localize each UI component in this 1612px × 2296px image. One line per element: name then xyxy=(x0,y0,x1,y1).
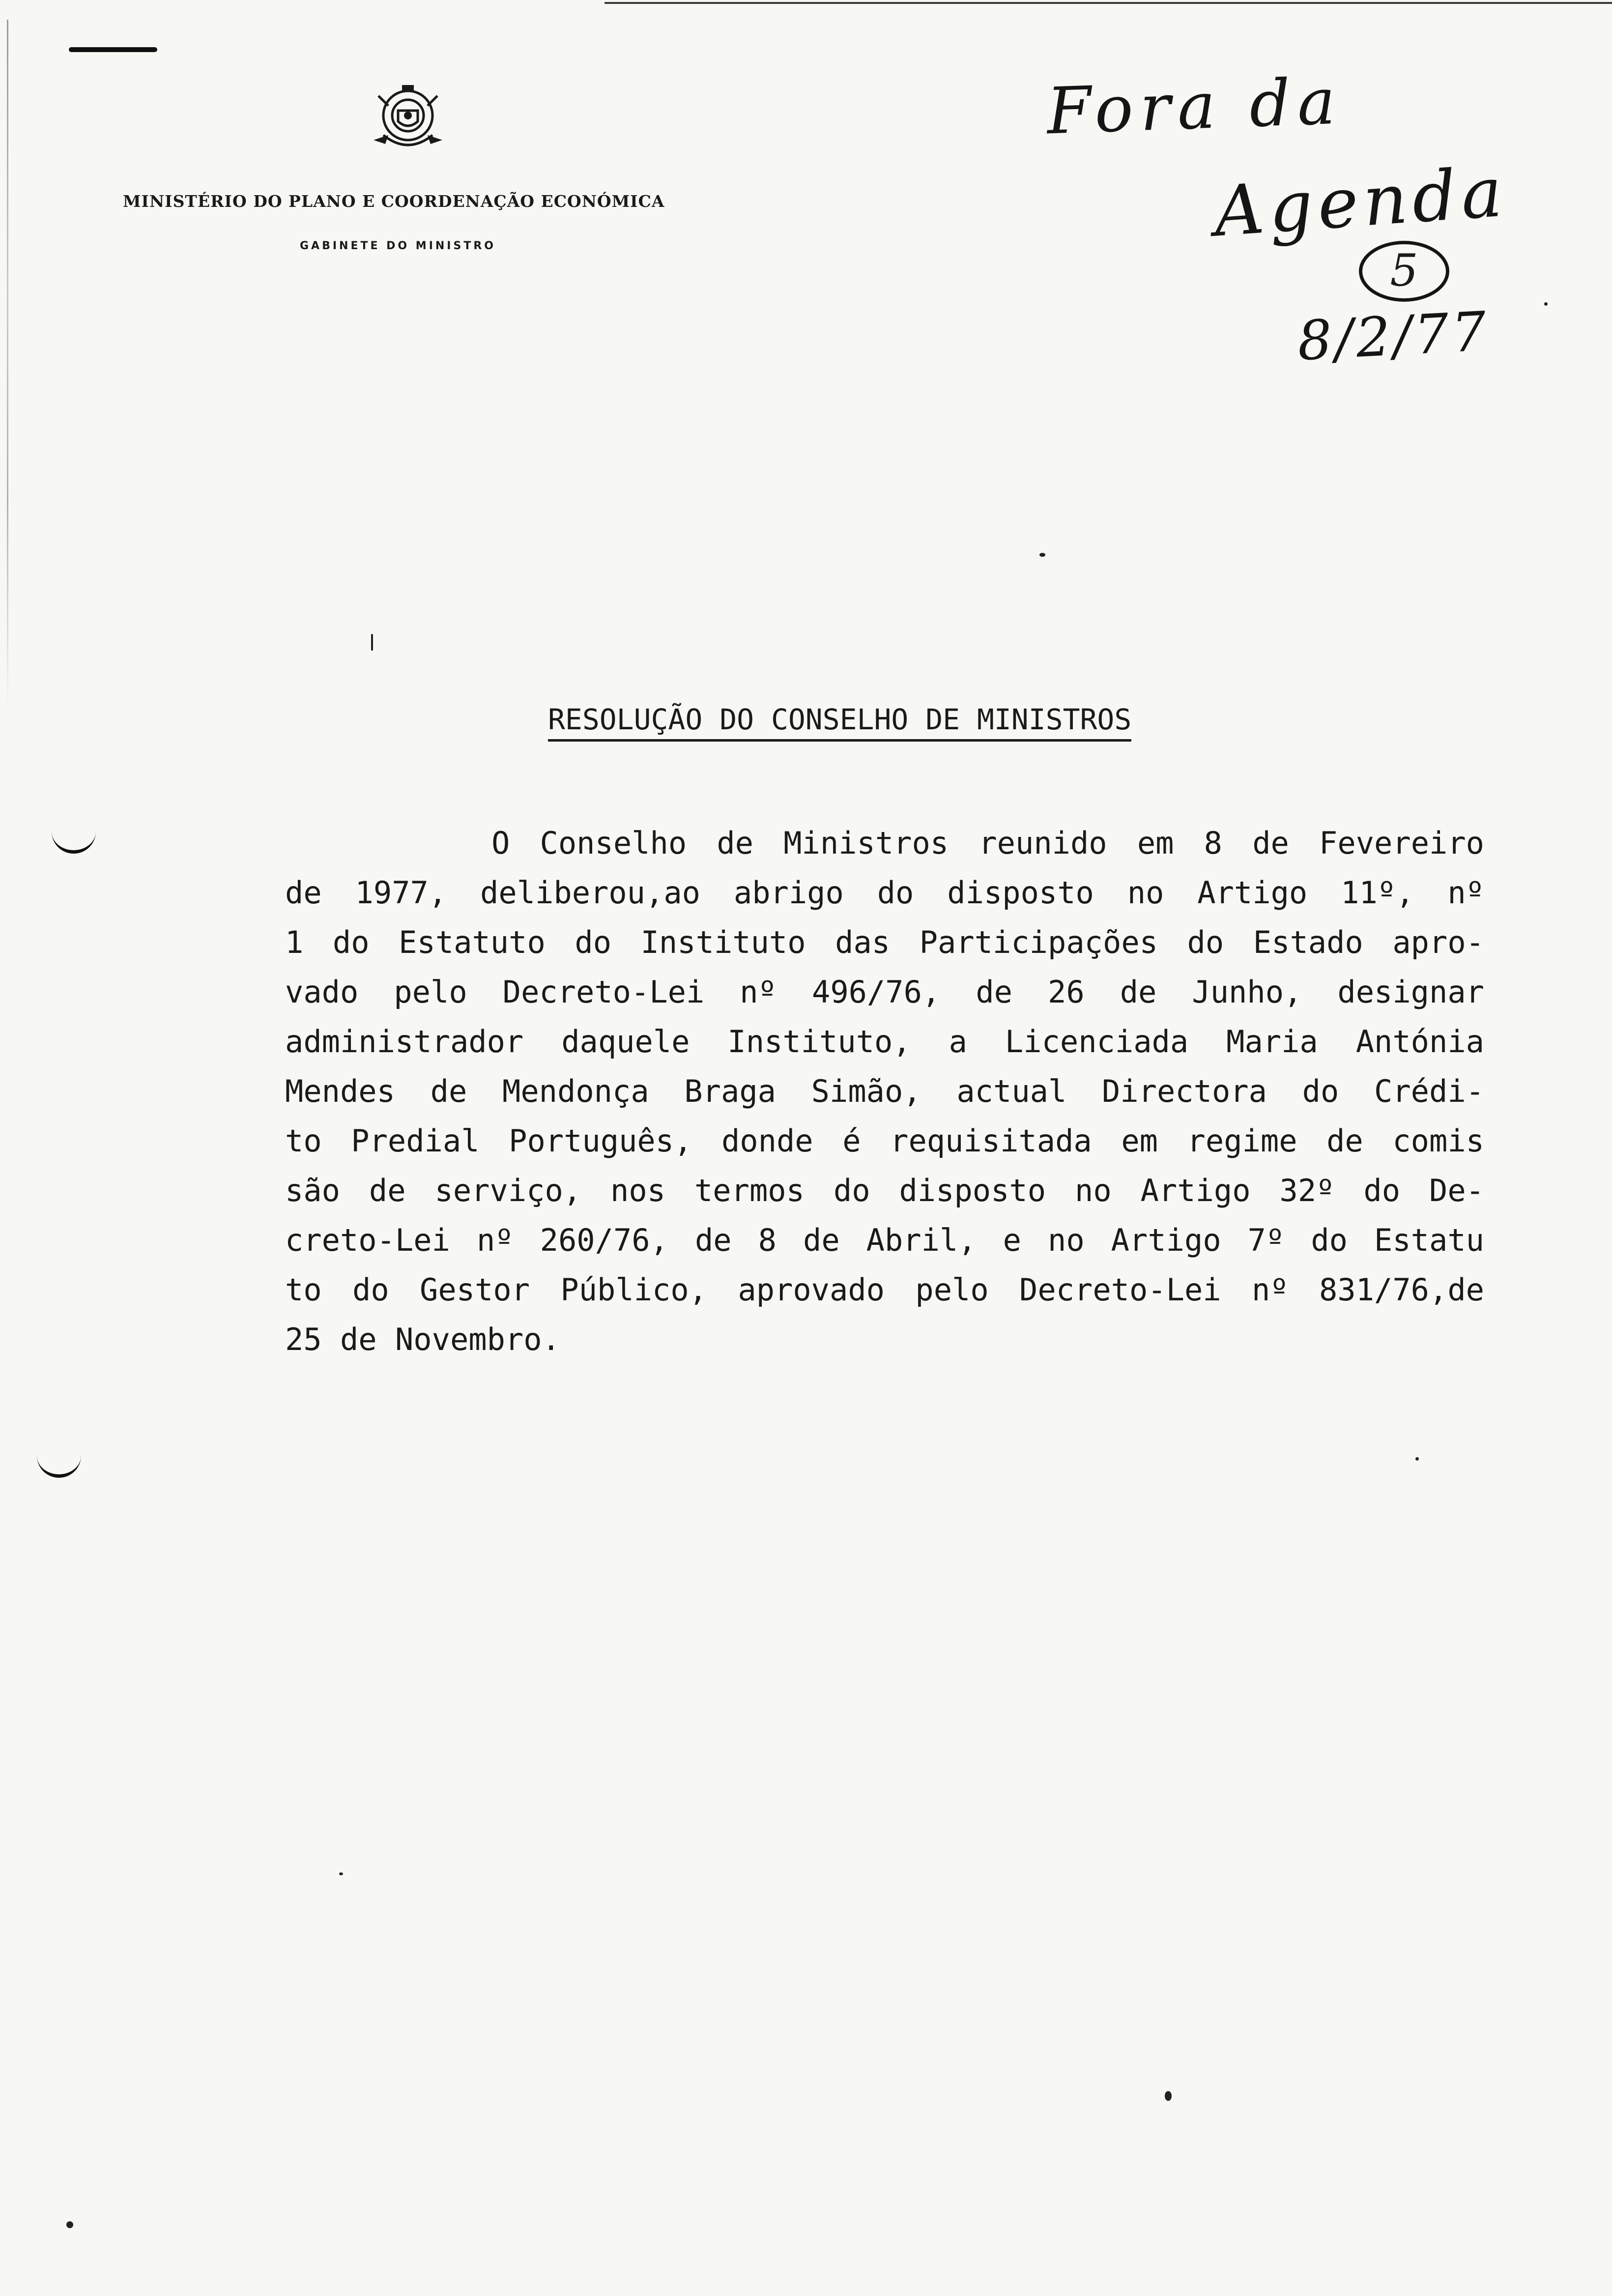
body-line: Mendes de Mendonça Braga Simão, actual Directora do Crédi- xyxy=(285,1073,1484,1109)
body-line: 1 do Estatuto do Instituto das Participações do Estado apro- xyxy=(285,924,1484,960)
body-line: administrador daquele Instituto, a Licenciada Maria Antónia xyxy=(285,1024,1484,1060)
scan-speck xyxy=(1165,2091,1172,2101)
body-line: de 1977, deliberou,ao abrigo do disposto no Artigo 11º, nº xyxy=(285,875,1484,911)
scan-top-rule xyxy=(604,2,1612,4)
body-line: O Conselho de Ministros reunido em 8 de Fevereiro xyxy=(491,825,1484,861)
body-line: to Predial Português, donde é requisitada em regime de comis xyxy=(285,1123,1484,1159)
coat-of-arms-icon xyxy=(364,81,452,160)
cabinet-name: GABINETE DO MINISTRO xyxy=(300,240,496,252)
scan-speck xyxy=(1039,553,1045,557)
body-line: são de serviço, nos termos do disposto no Artigo 32º do De- xyxy=(285,1173,1484,1208)
handwritten-circled-number: 5 xyxy=(1359,241,1449,302)
handwritten-note-line2: Agenda xyxy=(1211,152,1510,253)
scan-speck xyxy=(339,1872,343,1875)
document-body xyxy=(285,818,1484,1364)
scan-speck xyxy=(1544,302,1548,306)
handwritten-note-line1: Fora da xyxy=(1045,63,1344,149)
ministry-name: MINISTÉRIO DO PLANO E COORDENAÇÃO ECONÓMICA xyxy=(123,192,665,211)
scan-speck xyxy=(66,2221,73,2228)
handwritten-date: 8/2/77 xyxy=(1295,299,1491,373)
body-line: creto-Lei nº 260/76, de 8 de Abril, e no Artigo 7º do Estatu xyxy=(285,1222,1484,1258)
scan-speck xyxy=(1415,1457,1419,1461)
scan-margin-mark xyxy=(37,1455,81,1478)
scan-speck xyxy=(371,634,373,651)
scan-edge-line xyxy=(7,20,8,708)
scan-corner-mark xyxy=(69,47,157,52)
body-line: vado pelo Decreto-Lei nº 496/76, de 26 de Junho, designar xyxy=(285,974,1484,1010)
scan-margin-mark xyxy=(52,831,96,854)
body-line: to do Gestor Público, aprovado pelo Decreto-Lei nº 831/76,de xyxy=(285,1272,1484,1308)
document-title: RESOLUÇÃO DO CONSELHO DE MINISTROS xyxy=(548,703,1131,742)
body-line: 25 de Novembro. xyxy=(285,1321,560,1357)
